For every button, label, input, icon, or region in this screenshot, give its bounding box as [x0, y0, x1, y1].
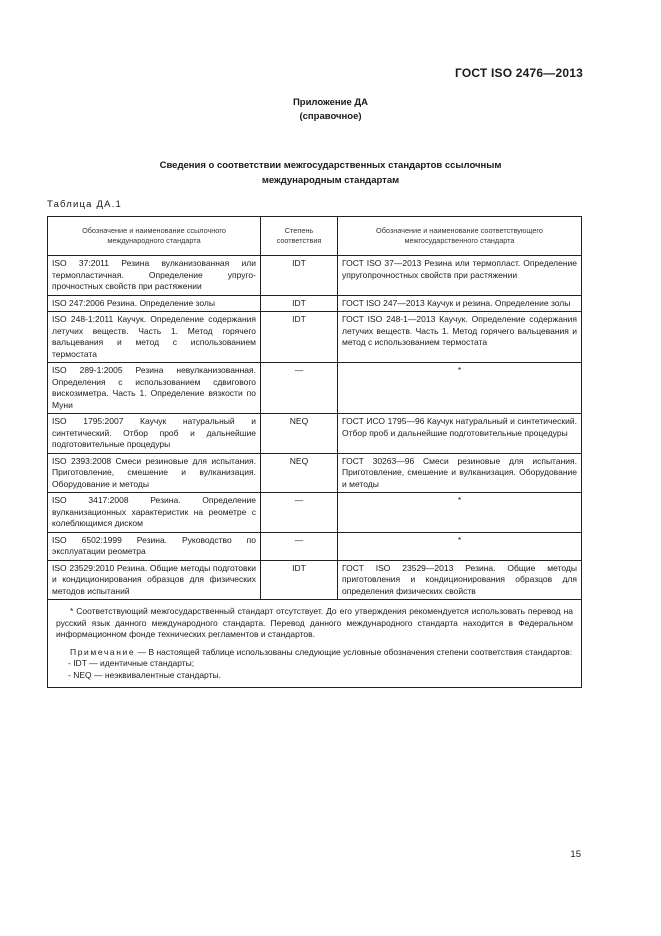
table-notes-row: [48, 600, 582, 688]
table-row: [48, 312, 582, 363]
standard-code-header: ГОСТ ISO 2476—2013: [454, 66, 583, 80]
appendix-title: Приложение ДА: [292, 97, 369, 108]
international-standard-cell: ISO 6502:1999 Резина. Руководство по эксплуатации реометра: [48, 532, 261, 560]
degree-cell: —: [261, 363, 338, 414]
degree-cell: IDT: [261, 312, 338, 363]
table-header-row: [48, 217, 582, 256]
interstate-standard-cell: *: [338, 493, 582, 533]
table-notes-cell: [48, 600, 582, 688]
international-standard-cell: ISO 3417:2008 Резина. Определение вулканизационных характеристик на реометре с колеблющимся диском: [48, 493, 261, 533]
degree-cell: IDT: [261, 256, 338, 296]
table-row: [48, 532, 582, 560]
degree-cell: IDT: [261, 560, 338, 600]
header-degree-of-correspondence: Степень соответствия: [261, 217, 338, 256]
table-row: [48, 295, 582, 312]
note-item-idt: - IDT — идентичные стандарты;: [68, 658, 195, 668]
interstate-standard-cell: ГОСТ 30263—96 Смеси резиновые для испытания. Приготовление, смешение и вулканизация. Оборудование и методы: [338, 453, 582, 493]
table-label: Таблица ДА.1: [47, 199, 122, 210]
appendix-heading: [0, 96, 661, 124]
table-row: [48, 453, 582, 493]
document-title-line-1: Сведения о соответствии межгосударственных стандартов ссылочным: [159, 160, 502, 171]
table-footnote: * Соответствующий межгосударственный стандарт отсутствует. До его утверждения рекомендуется использовать перевод на русский язык данного международного стандарта. Перевод данного международного стандарта находится в Федеральном информационном фонде технических регламентов и стандартов.: [56, 606, 573, 639]
document-title-line-2: международным стандартам: [261, 175, 400, 186]
note-item-neq: - NEQ — неэквивалентные стандарты.: [68, 669, 221, 680]
appendix-subtitle: (справочное): [299, 111, 362, 122]
international-standard-cell: ISO 289-1:2005 Резина невулканизованная. Определения с использованием сдвигового вискозиметра. Часть 1. Определение вязкости по Муни: [48, 363, 261, 414]
degree-cell: NEQ: [261, 453, 338, 493]
table-row: [48, 560, 582, 600]
table-note: [56, 647, 573, 659]
table-row: [48, 414, 582, 454]
international-standard-cell: ISO 2393:2008 Смеси резиновые для испытания. Приготовление, смешение и вулканизация. Оборудование и методы: [48, 453, 261, 493]
header-international-standard: Обозначение и наименование ссылочного международного стандарта: [48, 217, 261, 256]
international-standard-cell: ISO 23529:2010 Резина. Общие методы подготовки и кондиционирования образцов для физических методов испытаний: [48, 560, 261, 600]
table-row: [48, 363, 582, 414]
note-text: — В настоящей таблице использованы следующие условные обозначения степени соответствия стандартов:: [137, 646, 573, 657]
international-standard-cell: ISO 1795:2007 Каучук натуральный и синтетический. Отбор проб и дальнейшие подготовительные процедуры: [48, 414, 261, 454]
degree-cell: —: [261, 532, 338, 560]
international-standard-cell: ISO 248-1:2011 Каучук. Определение содержания летучих веществ. Часть 1. Метод горячего вальцевания и метод с использованием термостата: [48, 312, 261, 363]
interstate-standard-cell: ГОСТ ISO 37—2013 Резина или термопласт. Определение упругопрочностных свойств при растяжении: [338, 256, 582, 296]
degree-cell: NEQ: [261, 414, 338, 454]
degree-cell: —: [261, 493, 338, 533]
degree-cell: IDT: [261, 295, 338, 312]
document-title: [0, 158, 661, 188]
interstate-standard-cell: ГОСТ ISO 248-1—2013 Каучук. Определение содержания летучих веществ. Часть 1. Метод горячего вальцевания и метод с использованием термостата: [338, 312, 582, 363]
correspondence-table-container: [47, 216, 581, 688]
header-interstate-standard: Обозначение и наименование соответствующего межгосударственного стандарта: [338, 217, 582, 256]
correspondence-table: [47, 216, 582, 688]
international-standard-cell: ISO 37:2011 Резина вулканизованная или термопластичная. Определение упруго-прочностных свойств при растяжении: [48, 256, 261, 296]
table-row: [48, 493, 582, 533]
note-label: Примечание: [70, 646, 136, 657]
interstate-standard-cell: *: [338, 363, 582, 414]
interstate-standard-cell: ГОСТ ISO 23529—2013 Резина. Общие методы приготовления и кондиционирования образцов для определения физических свойств: [338, 560, 582, 600]
interstate-standard-cell: *: [338, 532, 582, 560]
table-row: [48, 256, 582, 296]
interstate-standard-cell: ГОСТ ISO 247—2013 Каучук и резина. Определение золы: [338, 295, 582, 312]
interstate-standard-cell: ГОСТ ИСО 1795—96 Каучук натуральный и синтетический. Отбор проб и дальнейшие подготовительные процедуры: [338, 414, 582, 454]
page-number: 15: [570, 849, 581, 860]
international-standard-cell: ISO 247:2006 Резина. Определение золы: [48, 295, 261, 312]
